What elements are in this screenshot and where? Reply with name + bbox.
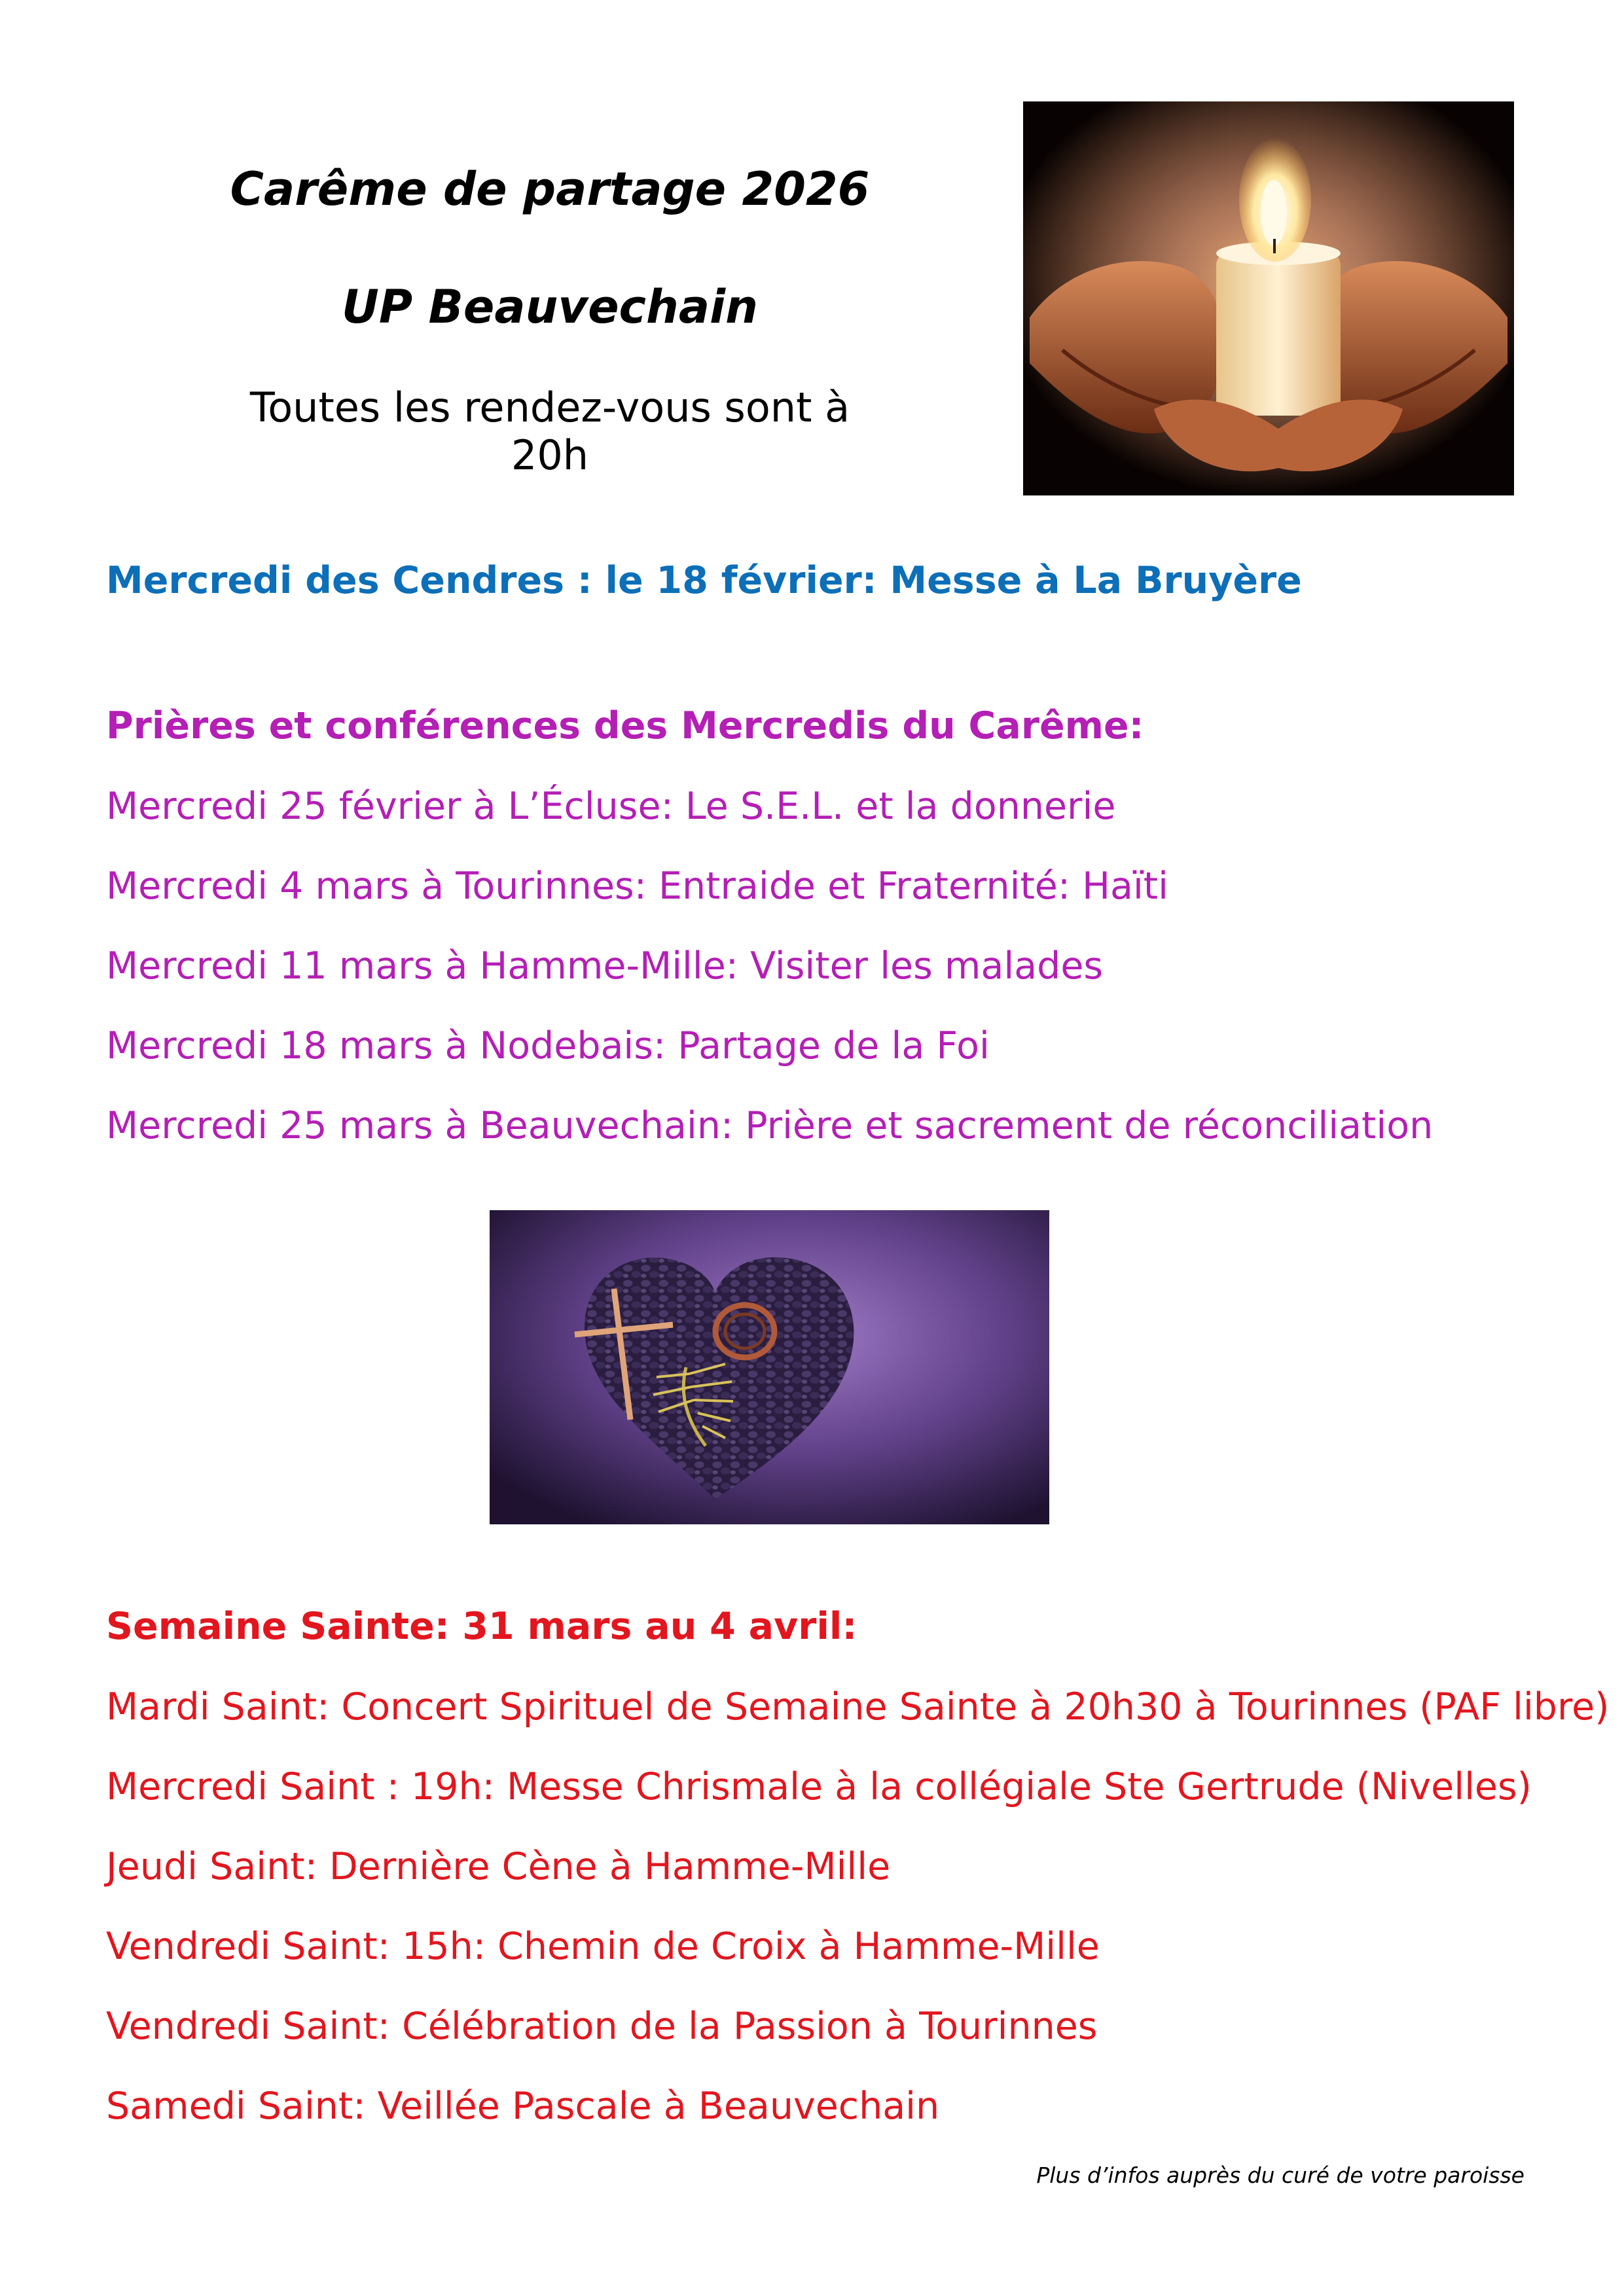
holy-week-item: Mercredi Saint : 19h: Messe Chrismale à la collégiale Ste Gertrude (Nivelles) [106, 1765, 1532, 1808]
lent-event-item: Mercredi 4 mars à Tourinnes: Entraide et Fraternité: Haïti [106, 865, 1168, 908]
holy-week-item: Samedi Saint: Veillée Pascale à Beauvechain [106, 2085, 940, 2128]
ash-wednesday-line: Mercredi des Cendres : le 18 février: Messe à La Bruyère [106, 559, 1302, 602]
holy-week-item: Jeudi Saint: Dernière Cène à Hamme-Mille [106, 1845, 891, 1888]
lent-event-item: Mercredi 11 mars à Hamme-Mille: Visiter les malades [106, 944, 1104, 988]
lent-event-item: Mercredi 25 mars à Beauvechain: Prière et sacrement de réconciliation [106, 1104, 1434, 1147]
holy-week-item: Vendredi Saint: 15h: Chemin de Croix à Hamme-Mille [106, 1925, 1100, 1968]
subtitle: Toutes les rendez-vous sont à 20h [249, 384, 850, 479]
title-line-1: Carême de partage 2026 [230, 162, 870, 216]
holy-week-item: Vendredi Saint: Célébration de la Passion à Tourinnes [106, 2005, 1098, 2048]
lent-wednesdays-heading: Prières et conférences des Mercredis du Carême: [106, 704, 1144, 747]
holy-week-item: Mardi Saint: Concert Spirituel de Semaine Sainte à 20h30 à Tourinnes (PAF libre) [106, 1685, 1610, 1729]
title-line-2: UP Beauvechain [342, 280, 758, 334]
candle-in-hands-image [1023, 101, 1514, 495]
footer-note: Plus d’infos auprès du curé de votre paroisse [1036, 2162, 1525, 2188]
holy-week-heading: Semaine Sainte: 31 mars au 4 avril: [106, 1605, 857, 1648]
lent-event-item: Mercredi 25 février à L’Écluse: Le S.E.L. et la donnerie [106, 785, 1116, 828]
lent-event-item: Mercredi 18 mars à Nodebais: Partage de la Foi [106, 1024, 990, 1067]
stone-heart-cross-image [490, 1210, 1049, 1524]
